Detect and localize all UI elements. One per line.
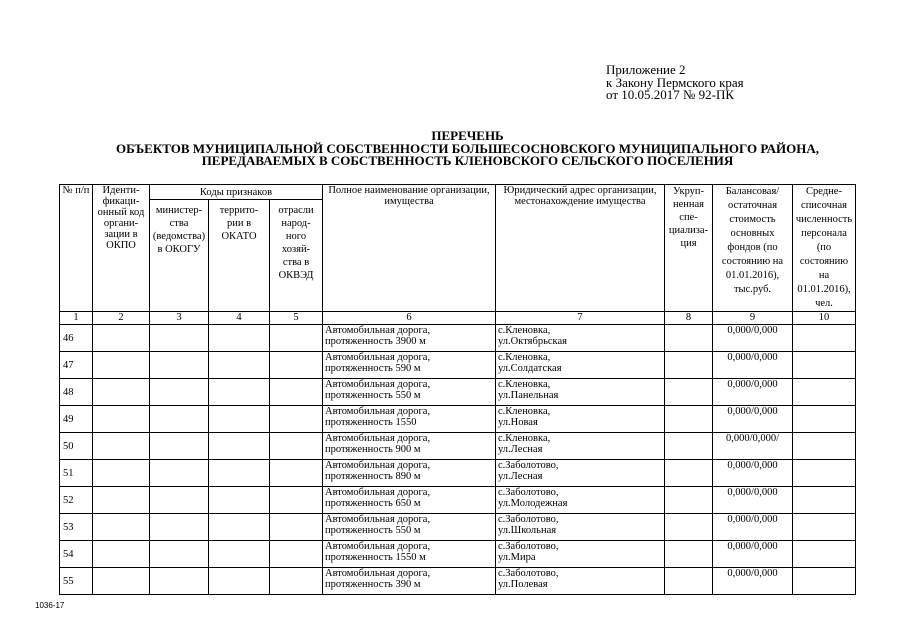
okved-cell (270, 568, 323, 595)
column-number: 7 (496, 312, 665, 325)
address-cell (496, 460, 665, 487)
balance-value: 0,000/0,000 (713, 514, 793, 541)
name-line-2: протяженность 390 м (325, 579, 421, 590)
okved-cell (270, 541, 323, 568)
okogu-cell (150, 325, 209, 352)
appendix-line-2: к Закону Пермского края (606, 74, 744, 90)
address-line-1: с.Кленовка, (498, 352, 551, 363)
okved-cell (270, 352, 323, 379)
table-row (60, 568, 856, 595)
column-number: 10 (793, 312, 856, 325)
okpo-cell (93, 379, 150, 406)
address-line-1: с.Заболотово, (498, 568, 559, 579)
okved-cell (270, 514, 323, 541)
title-line-1: ПЕРЕЧЕНЬ (431, 128, 504, 143)
specialization-cell (665, 514, 713, 541)
name-cell (323, 433, 496, 460)
okogu-cell (150, 406, 209, 433)
title-line-3: ПЕРЕДАВАЕМЫХ В СОБСТВЕННОСТЬ КЛЕНОВСКОГО СЕЛЬСКОГО ПОСЕЛЕНИЯ (201, 153, 734, 168)
name-line-1: Автомобильная дорога, (325, 433, 431, 444)
okpo-cell (93, 541, 150, 568)
row-number: 46 (60, 325, 93, 352)
okato-cell (209, 487, 270, 514)
table-body (60, 325, 856, 595)
address-line-2: ул.Октябрьская (498, 336, 567, 347)
specialization-cell (665, 433, 713, 460)
address-cell (496, 325, 665, 352)
staff-cell (793, 568, 856, 595)
okved-cell (270, 433, 323, 460)
balance-value: 0,000/0,000/ (713, 433, 793, 460)
header-okved: отрасли народ- ного хозяй- ства в ОКВЭД (270, 200, 323, 312)
name-line-1: Автомобильная дорога, (325, 460, 431, 471)
okato-cell (209, 514, 270, 541)
header-address: Юридический адрес организации, местонахождение имущества (496, 185, 665, 312)
appendix-note (606, 64, 744, 102)
row-number: 51 (60, 460, 93, 487)
name-cell (323, 514, 496, 541)
table-row (60, 325, 856, 352)
name-line-2: протяженность 590 м (325, 363, 421, 374)
name-line-1: Автомобильная дорога, (325, 352, 431, 363)
okato-cell (209, 406, 270, 433)
specialization-cell (665, 460, 713, 487)
name-line-2: протяженность 1550 м (325, 552, 426, 563)
specialization-cell (665, 379, 713, 406)
staff-cell (793, 406, 856, 433)
okpo-cell (93, 325, 150, 352)
okato-cell (209, 325, 270, 352)
okved-cell (270, 379, 323, 406)
address-line-1: с.Кленовка, (498, 433, 551, 444)
row-number: 52 (60, 487, 93, 514)
specialization-cell (665, 541, 713, 568)
name-line-2: протяженность 3900 м (325, 336, 426, 347)
balance-value: 0,000/0,000 (713, 541, 793, 568)
row-number: 47 (60, 352, 93, 379)
address-cell (496, 541, 665, 568)
address-line-1: с.Заболотово, (498, 514, 559, 525)
staff-cell (793, 379, 856, 406)
header-okato: террито- рии в ОКАТО (209, 200, 270, 312)
name-line-2: протяженность 1550 (325, 417, 417, 428)
name-line-2: протяженность 550 м (325, 525, 421, 536)
header-num: № п/п (60, 185, 93, 312)
balance-value: 0,000/0,000 (713, 325, 793, 352)
specialization-cell (665, 487, 713, 514)
okato-cell (209, 379, 270, 406)
okato-cell (209, 352, 270, 379)
header-balance: Балансовая/ остаточная стоимость основных фондов (по состоянию на 01.01.2016), тыс.руб. (713, 185, 793, 312)
address-line-2: ул.Лесная (498, 444, 543, 455)
okogu-cell (150, 379, 209, 406)
staff-cell (793, 352, 856, 379)
column-number: 8 (665, 312, 713, 325)
header-name: Полное наименование организации, имущества (323, 185, 496, 312)
header-specialization: Укруп- ненная спе- циализа- ция (665, 185, 713, 312)
okogu-cell (150, 541, 209, 568)
okogu-cell (150, 487, 209, 514)
name-cell (323, 379, 496, 406)
staff-cell (793, 325, 856, 352)
okved-cell (270, 487, 323, 514)
name-cell (323, 568, 496, 595)
name-line-1: Автомобильная дорога, (325, 379, 431, 390)
row-number: 54 (60, 541, 93, 568)
address-cell (496, 379, 665, 406)
address-cell (496, 406, 665, 433)
okogu-cell (150, 460, 209, 487)
table-row (60, 352, 856, 379)
name-line-1: Автомобильная дорога, (325, 325, 431, 336)
okved-cell (270, 325, 323, 352)
table-row (60, 433, 856, 460)
table-row (60, 487, 856, 514)
address-line-2: ул.Молодежная (498, 498, 568, 509)
okato-cell (209, 541, 270, 568)
okpo-cell (93, 352, 150, 379)
name-line-2: протяженность 890 м (325, 471, 421, 482)
name-cell (323, 460, 496, 487)
balance-value: 0,000/0,000 (713, 487, 793, 514)
property-table (59, 184, 856, 595)
address-line-2: ул.Мира (498, 552, 536, 563)
address-line-2: ул.Школьная (498, 525, 557, 536)
name-cell (323, 352, 496, 379)
column-number: 9 (713, 312, 793, 325)
header-codes-group: Коды признаков (150, 185, 323, 200)
okpo-cell (93, 433, 150, 460)
name-line-1: Автомобильная дорога, (325, 406, 431, 417)
okved-cell (270, 406, 323, 433)
okogu-cell (150, 568, 209, 595)
address-cell (496, 568, 665, 595)
table-row (60, 541, 856, 568)
name-line-2: протяженность 900 м (325, 444, 421, 455)
staff-cell (793, 433, 856, 460)
table-header-row (60, 185, 856, 200)
okpo-cell (93, 568, 150, 595)
balance-value: 0,000/0,000 (713, 568, 793, 595)
column-number: 4 (209, 312, 270, 325)
okpo-cell (93, 406, 150, 433)
okpo-cell (93, 460, 150, 487)
address-cell (496, 433, 665, 460)
address-cell (496, 352, 665, 379)
address-line-2: ул.Лесная (498, 471, 543, 482)
okato-cell (209, 460, 270, 487)
address-line-2: ул.Полевая (498, 579, 548, 590)
column-number: 2 (93, 312, 150, 325)
balance-value: 0,000/0,000 (713, 379, 793, 406)
address-line-2: ул.Новая (498, 417, 538, 428)
table-row (60, 460, 856, 487)
okogu-cell (150, 514, 209, 541)
address-line-1: с.Заболотово, (498, 460, 559, 471)
address-line-1: с.Заболотово, (498, 541, 559, 552)
address-cell (496, 514, 665, 541)
address-cell (496, 487, 665, 514)
row-number: 50 (60, 433, 93, 460)
okogu-cell (150, 352, 209, 379)
appendix-line-3: от 10.05.2017 № 92-ПК (606, 87, 735, 102)
staff-cell (793, 514, 856, 541)
staff-cell (793, 541, 856, 568)
specialization-cell (665, 568, 713, 595)
table-row (60, 514, 856, 541)
name-cell (323, 541, 496, 568)
name-line-1: Автомобильная дорога, (325, 568, 431, 579)
okpo-cell (93, 514, 150, 541)
okogu-cell (150, 433, 209, 460)
name-cell (323, 325, 496, 352)
name-line-1: Автомобильная дорога, (325, 541, 431, 552)
document-code: 1036-17 (35, 601, 65, 610)
balance-value: 0,000/0,000 (713, 406, 793, 433)
specialization-cell (665, 352, 713, 379)
appendix-line-1: Приложение 2 (606, 62, 686, 77)
column-number: 1 (60, 312, 93, 325)
staff-cell (793, 487, 856, 514)
name-line-2: протяженность 650 м (325, 498, 421, 509)
balance-value: 0,000/0,000 (713, 352, 793, 379)
column-number-row (60, 312, 856, 325)
specialization-cell (665, 406, 713, 433)
column-number: 6 (323, 312, 496, 325)
row-number: 48 (60, 379, 93, 406)
okato-cell (209, 433, 270, 460)
row-number: 53 (60, 514, 93, 541)
address-line-1: с.Кленовка, (498, 325, 551, 336)
address-line-1: с.Кленовка, (498, 406, 551, 417)
title-line-2: ОБЪЕКТОВ МУНИЦИПАЛЬНОЙ СОБСТВЕННОСТИ БОЛЬШЕСОСНОВСКОГО МУНИЦИПАЛЬНОГО РАЙОНА, (116, 140, 819, 156)
specialization-cell (665, 325, 713, 352)
address-line-2: ул.Панельная (498, 390, 559, 401)
table-row (60, 379, 856, 406)
column-number: 5 (270, 312, 323, 325)
name-cell (323, 406, 496, 433)
row-number: 49 (60, 406, 93, 433)
address-line-1: с.Заболотово, (498, 487, 559, 498)
column-number: 3 (150, 312, 209, 325)
okved-cell (270, 460, 323, 487)
name-line-1: Автомобильная дорога, (325, 487, 431, 498)
name-cell (323, 487, 496, 514)
okato-cell (209, 568, 270, 595)
table-row (60, 406, 856, 433)
row-number: 55 (60, 568, 93, 595)
header-staff: Средне- списочная численность персонала (по состоянию на 01.01.2016), чел. (793, 185, 856, 312)
address-line-2: ул.Солдатская (498, 363, 562, 374)
okpo-cell (93, 487, 150, 514)
document-title (40, 130, 895, 168)
address-line-1: с.Кленовка, (498, 379, 551, 390)
balance-value: 0,000/0,000 (713, 460, 793, 487)
name-line-1: Автомобильная дорога, (325, 514, 431, 525)
name-line-2: протяженность 550 м (325, 390, 421, 401)
staff-cell (793, 460, 856, 487)
header-okpo: Иденти- фикаци- онный код органи- зации в ОКПО (93, 185, 150, 312)
header-okogu: министер- ства (ведомства) в ОКОГУ (150, 200, 209, 312)
